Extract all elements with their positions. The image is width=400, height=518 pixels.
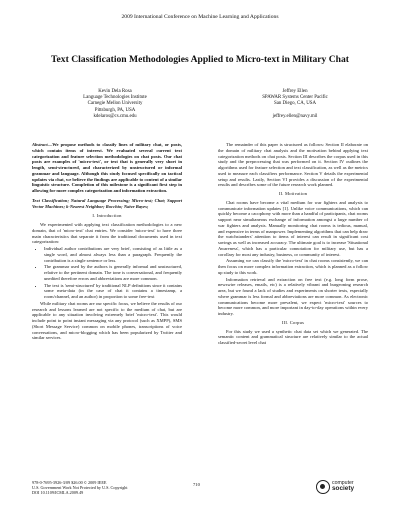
author-email[interactable]: jeffrey.ellen@navy.mil (272, 113, 318, 119)
bullet-item: • The grammar used by the authors is generally informal and unstructured, relative to the pertinent domain. The tone is conversational, and frequently unedited therefore errors and abbreviations are more common. (44, 264, 182, 281)
abstract-lead: Abstract (32, 142, 48, 147)
copyright-footer (32, 480, 232, 496)
page-number: 710 (193, 482, 200, 487)
author-affiliation: Carnegie Mellon University (87, 101, 143, 107)
paper-title: Text Classification Methodologies Applied to Micro-text in Military Chat (51, 54, 349, 65)
author-email[interactable]: kdelaros@cs.cmu.edu (93, 113, 137, 119)
doi-line: DOI 10.1109/ICMLA.2009.49 (32, 490, 84, 496)
logo-line-2: society (332, 485, 355, 492)
bullet-item: • Individual author contributions are very brief, consisting of as little as a single word, and almost always less than a paragraph. Frequently the contribution is a single sentence or less. (44, 246, 182, 263)
paragraph: Information retrieval and extraction on free text (e.g. long form prose, newswire releases, emails, etc) is a relatively vibrant and burgeoning research area, but we found a lack of studies and experiments on shorter texts, especially where grammar is less formal and abbreviations are more common. As electronic communications become more prevalent, we expect 'micro-text' sources to become more common, and more important in day-to-day operations within every industry. (218, 276, 368, 316)
conference-header: 2009 International Conference on Machine Learning and Applications (121, 14, 279, 20)
keywords: Text Classification; Natural Language Processing; Micro-text; Chat; Support Vector Machines; k-Nearest Neighbor; Rocchio; Naïve Bayes; (32, 197, 182, 209)
abstract (32, 142, 182, 194)
bullet-list (32, 246, 182, 300)
paragraph: Chat rooms have become a vital medium for war fighters and analysts to communicate information updates [1]. Unlike voice communications, which can quickly become a cacophony with more than a handful of participants, chat rooms support near simultaneous exchange of information amongst a large number of war fighters and analysts. Manually monitoring chat rooms is tedious, manual, and expensive in terms of manpower. Implementing algorithms that can help draw the watchstanders' attention to items of interest can result in significant cost savings as well as increased accuracy. The ultimate goal is to increase 'Situational Awareness', which has a particular connotation for military use, but has a corollary for most any industry, business, or community of interest. (218, 199, 368, 257)
bullet-item: • The text is 'semi-structured' by traditional NLP definitions since it contains some meta-data (in the case of chat it contains a timestamp, a room/channel, and an author) in proportion to some free-text (44, 283, 182, 300)
society-logo-icon (316, 480, 330, 494)
paragraph: Assuming we can classify the 'micro-text' in chat rooms consistently, we can then focus on more complex information extraction, which is planned as a follow up study to this work. (218, 258, 368, 275)
author-affiliation: SPAWAR Systems Center Pacific (262, 95, 328, 101)
paragraph: While military chat rooms are our specific focus, we believe the results of our research and lessons learned are not specific to the medium of chat, but are applicable to any situation involving extremely brief 'micro-text'. This would include point to point instant messaging via any protocol (such as XMPP), SMS (Short Message Service) common on mobile phones, transcriptions of voice conversations, and micro-blogging which has been popularized by Twitter and similar services. (32, 300, 182, 341)
author-affiliation: Language Technologies Institute (83, 95, 147, 101)
author-name: Kevin Dela Rosa (98, 89, 132, 94)
author-location: San Diego, CA, USA (274, 101, 316, 107)
author-block-1 (40, 89, 190, 120)
section-heading-motivation: II. Motivation (278, 191, 308, 196)
isbn-line: 978-0-7695-3926-3/09 $26.00 © 2009 IEEE (32, 480, 107, 485)
computer-society-logo (316, 478, 374, 500)
author-location: Pittsburgh, PA, USA (94, 107, 136, 113)
paragraph: We experimented with applying text classification methodologies to a new domain, that of 'micro-text' chat entries. We consider 'micro-text' to have three main characteristics that separate it from the traditional documents used in text categorization: (32, 222, 182, 245)
logo-line-1: computer (332, 480, 354, 486)
abstract-text: —We propose methods to classify lines of military chat, or posts, which contain items of interest. We evaluated several current text categorization and feature selection methodologies on chat posts. Our chat posts are examples of 'micro-text', or text that is generally very short in length, semi-structured, and characterized by unstructured or informal grammar and language. Although this study focused specifically on tactical updates via chat, we believe the findings are applicable to content of a similar linguistic structure. Completion of this milestone is a significant first step in allowing for more complex categorization and information extraction. (32, 142, 182, 193)
copyright-line: U.S. Government Work Not Protected by U.S. Copyright (32, 485, 128, 491)
paragraph: The remainder of this paper is structured as follows: Section II elaborate on the domain of military chat analysis and the motivation behind applying text categorization methods on chat posts. Section III describes the corpus used in this study and the preprocessing that was performed on it. Section IV outlines the algorithms used for feature selection and text classification, as well as the metrics used to measure each classifiers performance. Section V details the experimental setup and results. Lastly, Section VI provides a discussion of the experimental results and describes some of the future research work planned. (218, 142, 368, 188)
left-column (32, 142, 182, 342)
section-heading-corpus: III. Corpus (281, 319, 305, 325)
section-heading-introduction: I. Introduction (92, 213, 122, 219)
right-column (218, 142, 368, 347)
author-block-2 (220, 89, 370, 120)
author-name: Jeffrey Ellen (282, 89, 308, 94)
paragraph: For this study we used a synthetic chat data set which we generated. The semantic content and grammatical structure are relatively similar to the actual classified-secret level chat (218, 328, 368, 345)
